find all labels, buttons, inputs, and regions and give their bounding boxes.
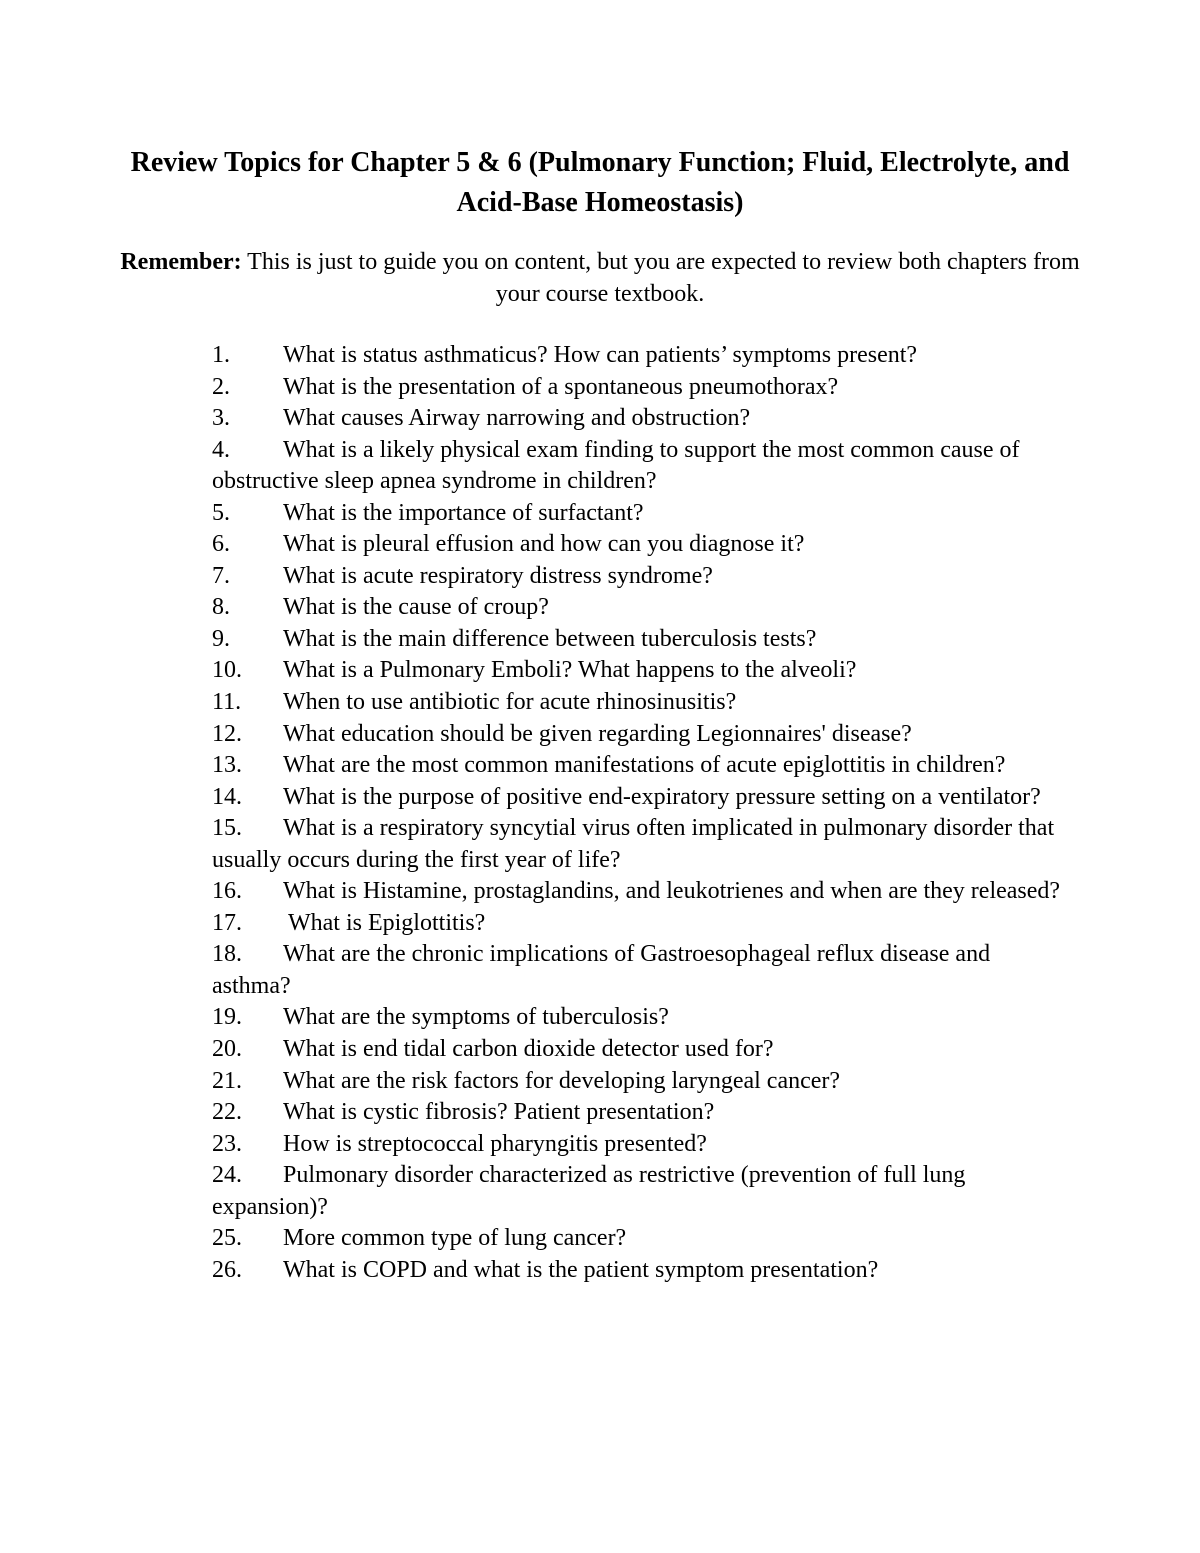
list-item — [212, 908, 1062, 940]
list-item — [212, 1066, 1062, 1098]
question-text: What is a likely physical exam finding to support the most common cause of obstructive sleep apnea syndrome in children? — [212, 436, 1020, 495]
question-number: 11. — [212, 689, 242, 716]
question-text: What is Histamine, prostaglandins, and leukotrienes and when are they released? — [283, 878, 1061, 905]
question-text: What causes Airway narrowing and obstruction? — [283, 405, 751, 432]
question-number: 8. — [212, 594, 230, 621]
question-number: 19. — [212, 1004, 242, 1031]
list-item — [212, 782, 1062, 814]
question-number: 5. — [212, 499, 230, 526]
question-number: 18. — [212, 941, 242, 968]
question-text: Pulmonary disorder characterized as restrictive (prevention of full lung expansion)? — [212, 1162, 966, 1220]
question-number: 17. — [212, 909, 242, 936]
list-item — [212, 403, 1062, 435]
question-number: 21. — [212, 1067, 242, 1094]
list-item — [212, 939, 1062, 1002]
list-item — [212, 655, 1062, 687]
intro-paragraph — [120, 246, 1080, 310]
question-number: 1. — [212, 342, 230, 368]
question-text: What is the cause of croup? — [283, 594, 549, 621]
question-number: 3. — [212, 405, 230, 432]
question-number: 4. — [212, 436, 230, 463]
question-number: 6. — [212, 531, 230, 558]
question-number: 13. — [212, 752, 242, 779]
question-text: What are the risk factors for developing laryngeal cancer? — [283, 1067, 841, 1094]
list-item — [212, 624, 1062, 656]
list-item — [212, 529, 1062, 561]
question-text: What are the most common manifestations of acute epiglottitis in children? — [283, 752, 1006, 779]
page-title: Review Topics for Chapter 5 & 6 (Pulmonary Function; Fluid, Electrolyte, and Acid-Base Homeostasis) — [130, 147, 1070, 218]
question-text: What are the chronic implications of Gastroesophageal reflux disease and asthma? — [212, 941, 991, 999]
question-number: 24. — [212, 1162, 242, 1189]
list-item — [212, 1034, 1062, 1066]
list-item — [212, 876, 1062, 908]
question-number: 23. — [212, 1130, 242, 1157]
list-item — [212, 719, 1062, 751]
question-text: What is a respiratory syncytial virus often implicated in pulmonary disorder that usually occurs during the first year of life? — [212, 815, 1055, 873]
question-text: More common type of lung cancer? — [283, 1225, 627, 1252]
question-text: What is the purpose of positive end-expiratory pressure setting on a ventilator? — [283, 783, 1041, 810]
question-number: 10. — [212, 657, 242, 684]
question-number: 7. — [212, 562, 230, 589]
list-item — [212, 1002, 1062, 1034]
list-item — [212, 1223, 1062, 1255]
question-text: When to use antibiotic for acute rhinosinusitis? — [283, 689, 737, 716]
question-number: 15. — [212, 815, 242, 842]
question-text: What education should be given regarding Legionnaires' disease? — [283, 720, 912, 747]
intro-text: This is just to guide you on content, but you are expected to review both chapters from your course textbook. — [241, 249, 1080, 307]
question-text: What is cystic fibrosis? Patient presentation? — [283, 1099, 715, 1126]
list-item — [212, 1160, 1062, 1223]
question-text: What is pleural effusion and how can you diagnose it? — [283, 531, 805, 558]
question-number: 22. — [212, 1099, 242, 1126]
list-item — [212, 1097, 1062, 1129]
list-item — [212, 1129, 1062, 1161]
question-number: 20. — [212, 1036, 242, 1063]
list-item — [212, 750, 1062, 782]
list-item — [212, 592, 1062, 624]
list-item — [212, 687, 1062, 719]
question-text: What is end tidal carbon dioxide detector used for? — [283, 1036, 774, 1063]
question-text: What is the main difference between tuberculosis tests? — [283, 625, 817, 652]
list-item — [212, 372, 1062, 404]
question-number: 9. — [212, 625, 230, 652]
question-number: 2. — [212, 373, 230, 400]
question-text: What is a Pulmonary Emboli? What happens to the alveoli? — [283, 657, 857, 684]
question-number: 25. — [212, 1225, 242, 1252]
question-number: 26. — [212, 1256, 242, 1283]
question-number: 12. — [212, 720, 242, 747]
question-text: What is COPD and what is the patient symptom presentation? — [283, 1256, 879, 1283]
list-item — [212, 435, 1062, 498]
question-text: What is Epiglottitis? — [288, 909, 486, 936]
question-list — [212, 340, 1062, 1286]
intro-lead: Remember: — [120, 249, 242, 275]
question-text: How is streptococcal pharyngitis presented? — [283, 1130, 707, 1157]
list-item — [212, 813, 1062, 876]
list-item — [212, 561, 1062, 593]
question-text: What is the presentation of a spontaneous pneumothorax? — [283, 373, 839, 400]
question-number: 16. — [212, 878, 242, 905]
question-text: What is the importance of surfactant? — [283, 499, 644, 526]
question-text: What is status asthmaticus? How can patients’ symptoms present? — [283, 342, 918, 368]
question-text: What are the symptoms of tuberculosis? — [283, 1004, 669, 1031]
list-item — [212, 1255, 1062, 1287]
list-item — [212, 498, 1062, 530]
question-number: 14. — [212, 783, 242, 810]
question-text: What is acute respiratory distress syndrome? — [283, 562, 713, 589]
list-item — [212, 340, 1062, 372]
